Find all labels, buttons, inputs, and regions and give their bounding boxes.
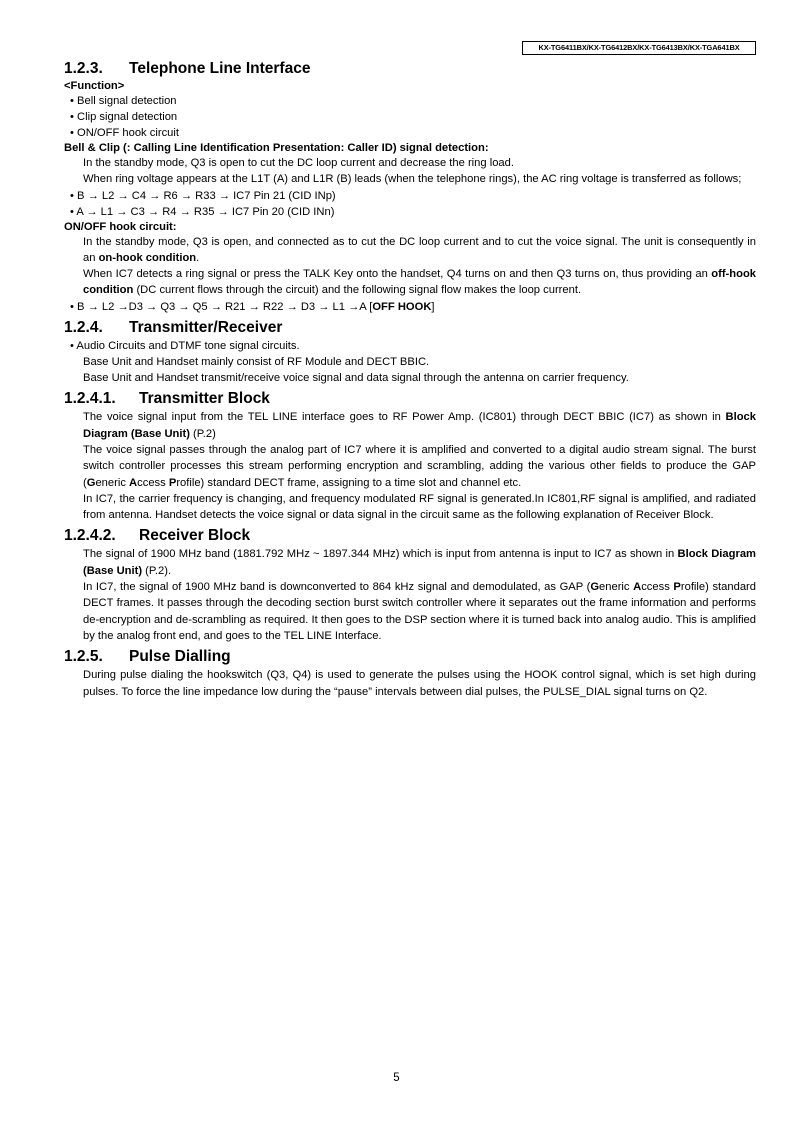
document-body [64, 59, 756, 700]
off-hook-term: off-hook condition [83, 268, 756, 297]
section-heading-telephone-line-interface [64, 59, 756, 79]
signal-path: • B → L2 →D3 → Q3 → Q5 → R21 → R22 → D3 → L1 →A [OFF HOOK] [70, 300, 435, 313]
paragraph: The voice signal passes through the analog part of IC7 where it is amplified and converted to a digital audio stream signal. The burst switch controller processes this stream performing encryption and scrambling, adding the various other fields to produce the GAP (Generic Access Profile) standard DECT frame, assigning to a time slot and channel etc. [83, 443, 756, 489]
paragraph: During pulse dialing the hookswitch (Q3, Q4) is used to generate the pulses using the HOOK control signal, which is set high during pulses. To force the line impedance low during the “pause” intervals between dial pulses, the PULSE_DIAL signal turns on Q2. [83, 669, 756, 698]
paragraph: In IC7, the carrier frequency is changing, and frequency modulated RF signal is generated.In IC801,RF signal is amplified, and radiated from antenna. Handset detects the voice signal or data signal in the circuit same as the following explanation of Receiver Block. [83, 492, 756, 522]
on-hook-term: on-hook condition [98, 251, 197, 264]
section-title: Receiver Block [139, 527, 251, 545]
section-number: 1.2.4.1. [64, 390, 116, 408]
list-item: • Bell signal detection [70, 95, 177, 107]
section-heading-receiver-block [64, 526, 756, 546]
model-number-box: KX-TG6411BX/KX-TG6412BX/KX-TG6413BX/KX-TGA641BX [522, 41, 756, 55]
bell-clip-heading: Bell & Clip (: Calling Line Identification Presentation: Caller ID) signal detection: [64, 142, 489, 154]
list-item: • Audio Circuits and DTMF tone signal circuits. [70, 339, 300, 352]
function-label: <Function> [64, 80, 125, 92]
signal-path: • A → L1 → C3 → R4 → R35 → IC7 Pin 20 (CID INn) [70, 205, 335, 218]
section-title: Pulse Dialling [129, 648, 231, 666]
section-number: 1.2.3. [64, 60, 103, 77]
paragraph: The signal of 1900 MHz band (1881.792 MHz ~ 1897.344 MHz) which is input from antenna is input to IC7 as shown in Block Diagram (Base Unit) (P.2). [83, 548, 756, 577]
hook-circuit-heading: ON/OFF hook circuit: [64, 220, 177, 233]
section-title: Transmitter Block [139, 390, 270, 408]
signal-path: • B → L2 → C4 → R6 → R33 → IC7 Pin 21 (CID INp) [70, 189, 336, 202]
section-number: 1.2.5. [64, 648, 103, 666]
paragraph: The voice signal input from the TEL LINE interface goes to RF Power Amp. (IC801) through DECT BBIC (IC7) as shown in Block Diagram (Base Unit) (P.2) [83, 411, 756, 440]
paragraph: Base Unit and Handset mainly consist of RF Module and DECT BBIC. [83, 355, 430, 368]
paragraph: Base Unit and Handset transmit/receive voice signal and data signal through the antenna on carrier frequency. [83, 372, 629, 385]
block-diagram-ref: Block Diagram (Base Unit) [83, 411, 756, 440]
section-number: 1.2.4. [64, 318, 103, 336]
section-number: 1.2.4.2. [64, 527, 116, 545]
list-item: • ON/OFF hook circuit [70, 127, 179, 139]
list-item: • Clip signal detection [70, 111, 178, 123]
section-heading-transmitter-receiver [64, 318, 756, 338]
block-diagram-ref: Block Diagram (Base Unit) [83, 548, 756, 577]
paragraph: In the standby mode, Q3 is open to cut the DC loop current and decrease the ring load. [83, 157, 514, 169]
paragraph: When ring voltage appears at the L1T (A) and L1R (B) leads (when the telephone rings), the AC ring voltage is transferred as follows; [83, 173, 742, 186]
section-heading-pulse-dialling [64, 647, 756, 667]
paragraph: When IC7 detects a ring signal or press the TALK Key onto the handset, Q4 turns on and then Q3 turns on, thus providing an off-hook condition (DC current flows through the circuit) and the following signal flow makes the loop current. [83, 268, 756, 297]
page-number: 5 [393, 1072, 400, 1084]
section-title: Transmitter/Receiver [129, 318, 283, 336]
paragraph: In IC7, the signal of 1900 MHz band is downconverted to 864 kHz signal and demodulated, as GAP (Generic Access Profile) standard DECT frames. It passes through the decoding section burst switch controller where it separates out the frame information and performs de-encryption and de-scrambling as required. It then goes to the DSP section where it is turned back into analog audio. This is amplified by the analog front end, and goes to the TEL LINE Interface. [83, 581, 756, 642]
paragraph: In the standby mode, Q3 is open, and connected as to cut the DC loop current and to cut the voice signal. The unit is consequently in an on-hook condition. [83, 235, 756, 264]
section-heading-transmitter-block [64, 389, 756, 409]
section-title: Telephone Line Interface [129, 60, 311, 77]
off-hook-label: OFF HOOK [372, 300, 432, 313]
